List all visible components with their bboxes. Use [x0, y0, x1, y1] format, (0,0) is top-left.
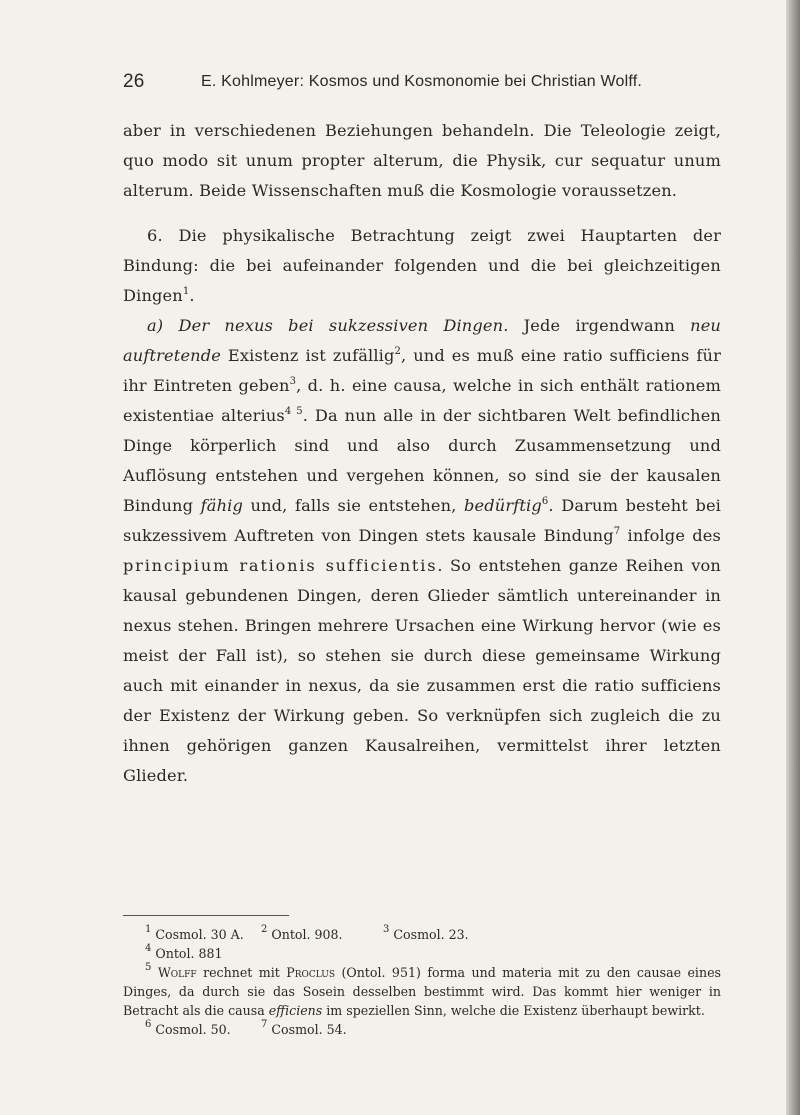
emphasis-neu-auftretende: neu auftretende	[123, 316, 722, 365]
page-edge-shadow	[786, 0, 800, 1115]
footnote-2	[261, 925, 383, 944]
running-title: E. Kohlmeyer: Kosmos und Kosmonomie bei Christian Wolff.	[201, 73, 643, 90]
footnotes	[123, 925, 721, 1039]
paragraph-2	[123, 221, 721, 311]
emphasis-beduerftig: bedürftig	[464, 496, 542, 515]
footnote-mark-2: 2	[261, 924, 268, 935]
footnote-4	[145, 944, 223, 963]
paragraph-3-text-i: . So entstehen ganze Reihen von kausal gebundenen Dingen, deren Glieder sämtlich untereinander in nexus stehen. Bringen mehrere Ursachen eine Wirkung hervor (wie es meist der Fall ist), so stehen sie durch diese gemeinsame Wirkung auch mit einander in nexus, da sie zusammen erst die ratio sufficiens der Existenz der Wirkung geben. So verknüpfen sich zugleich die zu ihnen gehörigen ganzen Kausalreihen, vermittelst ihrer letzten Glieder.	[123, 556, 721, 785]
footnote-4-text: Ontol. 881	[155, 946, 223, 961]
paragraph-3-text-f: und, falls sie entstehen,	[243, 496, 465, 515]
footnote-mark-4: 4	[145, 943, 152, 954]
paragraph-2-text: 6. Die physikalische Betrachtung zeigt zwei Hauptarten der Bindung: die bei aufeinander folgenden und die bei gleichzeitigen Dingen	[123, 226, 721, 305]
author-proclus: Proclus	[286, 965, 336, 980]
paragraph-3-text-e: . Da nun alle in der sichtbaren Welt befindlichen Dinge körperlich sind und also durch Zusammensetzung und Auflösung entstehen und vergehen können, so sind sie der kausalen Bindung	[123, 406, 721, 515]
footnote-5-text-a: rechnet mit	[196, 965, 287, 980]
emphasis-faehig: fähig	[200, 496, 243, 515]
footnote-ref-3[interactable]: 3	[289, 376, 297, 387]
footnote-3-text: Cosmol. 23.	[393, 927, 469, 942]
footnote-mark-5: 5	[145, 962, 152, 973]
footnote-mark-7: 7	[261, 1019, 268, 1030]
section-label: a)	[147, 316, 164, 335]
paragraph-3-text-a: Jede irgendwann	[508, 316, 691, 335]
footnote-2-text: Ontol. 908.	[271, 927, 343, 942]
footnote-5-text-b: (Ontol. 951) forma und materia mit zu den causae eines Dinges, da durch sie das Sosein desselben bestimmt wird. Das kommt hier weniger in Betracht als die causa	[123, 965, 721, 1018]
footnote-3	[383, 925, 469, 944]
paragraph-3-text-c: , und es muß eine ratio sufficiens für ihr Eintreten geben	[123, 346, 722, 395]
footnote-5-text-c: im speziellen Sinn, welche die Existenz überhaupt bewirkt.	[322, 1003, 705, 1018]
footnote-7-text: Cosmol. 54.	[271, 1022, 347, 1037]
footnote-6-text: Cosmol. 50.	[155, 1022, 231, 1037]
footnote-row-1	[123, 925, 721, 944]
footnote-rule	[123, 915, 289, 916]
paragraph-1	[123, 116, 721, 206]
paragraph-3-text-d: , d. h. eine causa, welche in sich enthält rationem existentiae alterius	[123, 376, 721, 425]
paragraph-3-text-g: . Darum besteht bei sukzessivem Auftreten von Dingen stets kausale Bindung	[123, 496, 722, 545]
main-text	[123, 116, 721, 791]
footnote-mark-3: 3	[383, 924, 390, 935]
footnote-ref-6[interactable]: 6	[541, 496, 549, 507]
paragraph-2-end: .	[189, 286, 195, 305]
paragraph-3-text-b: Existenz ist zufällig	[221, 346, 395, 365]
paragraph-1-text: aber in verschiedenen Beziehungen behandeln. Die Teleologie zeigt, quo modo sit unum propter alterum, die Physik, cur sequatur unum alterum. Beide Wissenschaften muß die Kosmologie voraussetzen.	[123, 121, 721, 200]
footnote-5	[123, 963, 721, 1020]
footnote-7	[261, 1020, 347, 1039]
author-wolff: Wolff	[157, 965, 197, 980]
spaced-principium: principium rationis sufficientis	[123, 556, 438, 575]
footnote-1	[145, 925, 261, 944]
footnote-row-2	[123, 944, 721, 963]
page-number: 26	[123, 71, 145, 92]
paragraph-3	[123, 311, 721, 791]
footnote-row-3	[123, 1020, 721, 1039]
footnote-1-text: Cosmol. 30 A.	[155, 927, 244, 942]
footnote-ref-7[interactable]: 7	[613, 526, 621, 537]
footnote-ref-1[interactable]: 1	[182, 286, 190, 297]
footnote-mark-6: 6	[145, 1019, 152, 1030]
section-heading: Der nexus bei sukzessiven Dingen.	[178, 316, 509, 335]
emphasis-efficiens: efficiens	[268, 1003, 323, 1018]
footnote-ref-2[interactable]: 2	[394, 346, 402, 357]
footnote-6	[145, 1020, 261, 1039]
paragraph-3-text-h: infolge des	[620, 526, 721, 545]
footnote-mark-1: 1	[145, 924, 152, 935]
footnote-ref-4-5[interactable]: 4 5	[284, 406, 303, 417]
